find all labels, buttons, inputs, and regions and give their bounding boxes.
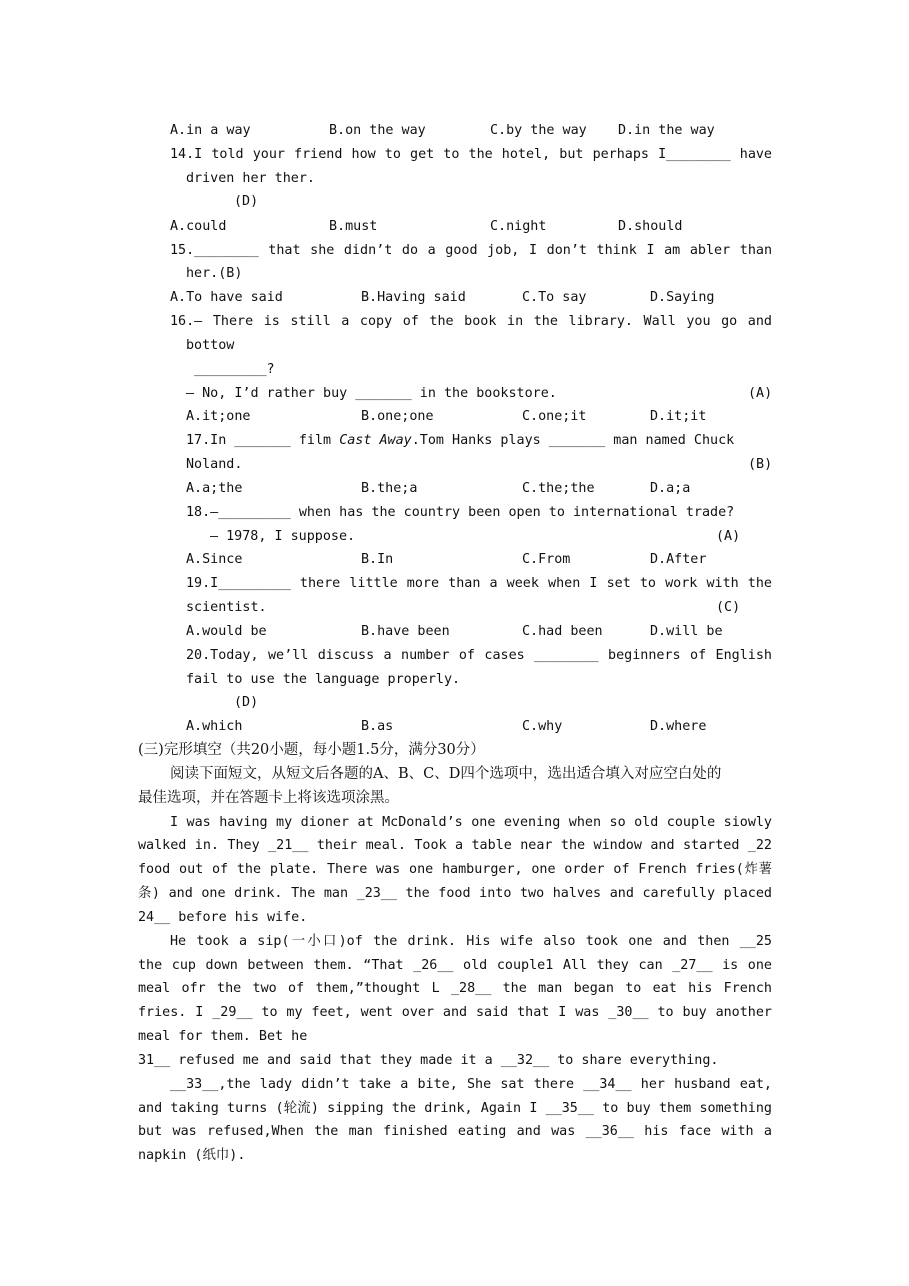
- q19-option-a: A.would be: [186, 624, 267, 639]
- passage-p1-line1: I was having my dioner at McDonald’s one evening when so old couple siowly: [170, 815, 772, 830]
- q17-film-title: Cast Away: [339, 433, 412, 448]
- q20-option-c: C.why: [522, 719, 563, 734]
- q15-stem-line2: her.(B): [186, 266, 243, 281]
- passage-p3-line1: __33__,the lady didn’t take a bite, She sat there __34__ her husband eat,: [170, 1077, 772, 1092]
- q17-option-b: B.the;a: [361, 481, 418, 496]
- q20-option-a: A.which: [186, 719, 243, 734]
- q18-answer: (A): [716, 529, 741, 544]
- passage-p2-line6: 31__ refused me and said that they made it a __32__ to share everything.: [138, 1053, 719, 1068]
- q16-stem-line2: bottow: [186, 338, 235, 353]
- q18-option-a: A.Since: [186, 552, 243, 567]
- q14-option-b: B.must: [329, 219, 378, 234]
- q16-stem-line1: 16.– There is still a copy of the book in the library. Wall you go and: [170, 314, 772, 329]
- q16-stem-line3: _________?: [194, 362, 275, 377]
- q20-option-d: D.where: [650, 719, 707, 734]
- q14-option-d: D.should: [618, 219, 683, 234]
- passage-p2-line4: fries. I _29__ to my feet, went over and said that I was _30__ to buy another: [138, 1005, 772, 1020]
- q14-stem-line2: driven her ther.: [186, 171, 315, 186]
- q13-option-a: A.in a way: [170, 123, 251, 138]
- passage-p2-line2: the cup down between them. “That _26__ old couple1 All they can _27__ is one: [138, 958, 772, 973]
- q17-stem-post: .Tom Hanks plays _______ man named Chuck: [411, 433, 735, 448]
- q14-option-a: A.could: [170, 219, 227, 234]
- q18-option-d: D.After: [650, 552, 707, 567]
- q17-option-c: C.the;the: [522, 481, 595, 496]
- q15-option-b: B.Having said: [361, 290, 466, 305]
- q19-answer: (C): [716, 600, 741, 615]
- q19-stem-line2: scientist.: [186, 600, 267, 615]
- q19-stem-line1: 19.I_________ there little more than a week when I set to work with the: [186, 576, 772, 591]
- q17-option-a: A.a;the: [186, 481, 243, 496]
- q16-stem-line4: – No, I’d rather buy _______ in the bookstore.: [186, 386, 557, 401]
- q18-option-b: B.In: [361, 552, 394, 567]
- passage-p1-line5: 24__ before his wife.: [138, 910, 308, 925]
- section3-heading: (三)完形填空（共20小题，每小题1.5分，满分30分）: [138, 742, 485, 758]
- q13-option-d: D.in the way: [618, 123, 715, 138]
- q17-stem-line2: Noland.: [186, 457, 243, 472]
- q13-option-c: C.by the way: [490, 123, 587, 138]
- q15-option-a: A.To have said: [170, 290, 283, 305]
- q16-answer: (A): [748, 386, 773, 401]
- q16-option-c: C.one;it: [522, 409, 587, 424]
- passage-p1-line3: food out of the plate. There was one hamburger, one order of French fries(炸薯: [138, 862, 772, 877]
- q15-option-c: C.To say: [522, 290, 587, 305]
- passage-p2-line3: meal ofr the two of them,”thought L _28__ the man began to eat his French: [138, 981, 772, 996]
- q16-option-a: A.it;one: [186, 409, 251, 424]
- q14-stem-line1: 14.I told your friend how to get to the hotel, but perhaps I________ have: [170, 147, 772, 162]
- q15-option-d: D.Saying: [650, 290, 715, 305]
- passage-p2-line5: meal for them. Bet he: [138, 1029, 308, 1044]
- q14-option-c: C.night: [490, 219, 547, 234]
- q17-option-d: D.a;a: [650, 481, 691, 496]
- passage-p1-line4: 条) and one drink. The man _23__ the food into two halves and carefully placed: [138, 886, 772, 901]
- q19-option-b: B.have been: [361, 624, 450, 639]
- q18-option-c: C.From: [522, 552, 571, 567]
- q14-answer: (D): [234, 194, 259, 209]
- passage-p3-line2: and taking turns (轮流) sipping the drink, Again I __35__ to buy them something: [138, 1101, 772, 1116]
- q16-option-b: B.one;one: [361, 409, 434, 424]
- q20-option-b: B.as: [361, 719, 394, 734]
- passage-p2-line1: He took a sip(一小口)of the drink. His wife also took one and then __25: [170, 934, 772, 949]
- q17-stem-line1: [186, 432, 734, 450]
- section3-instruction-line2: 最佳选项，并在答题卡上将该选项涂黑。: [138, 790, 399, 806]
- q16-option-d: D.it;it: [650, 409, 707, 424]
- q18-stem-line2: – 1978, I suppose.: [210, 529, 356, 544]
- q13-option-b: B.on the way: [329, 123, 426, 138]
- q20-answer: (D): [234, 695, 259, 710]
- passage-p3-line4: napkin (纸巾).: [138, 1148, 246, 1163]
- q17-answer: (B): [748, 457, 773, 472]
- q19-option-c: C.had been: [522, 624, 603, 639]
- passage-p1-line2: walked in. They _21__ their meal. Took a table near the window and started _22: [138, 838, 772, 853]
- q15-stem-line1: 15.________ that she didn’t do a good job, I don’t think I am abler than: [170, 243, 772, 258]
- q19-option-d: D.will be: [650, 624, 723, 639]
- passage-p3-line3: but was refused,When the man finished eating and was __36__ his face with a: [138, 1124, 772, 1139]
- section3-instruction-line1: 阅读下面短文，从短文后各题的A、B、C、D四个选项中，选出适合填入对应空白处的: [170, 766, 722, 782]
- q20-stem-line2: fail to use the language properly.: [186, 672, 461, 687]
- q17-stem-pre: 17.In _______ film: [186, 433, 340, 448]
- q20-stem-line1: 20.Today, we’ll discuss a number of cases ________ beginners of English: [186, 648, 772, 663]
- q18-stem-line1: 18.–_________ when has the country been open to international trade?: [186, 505, 735, 520]
